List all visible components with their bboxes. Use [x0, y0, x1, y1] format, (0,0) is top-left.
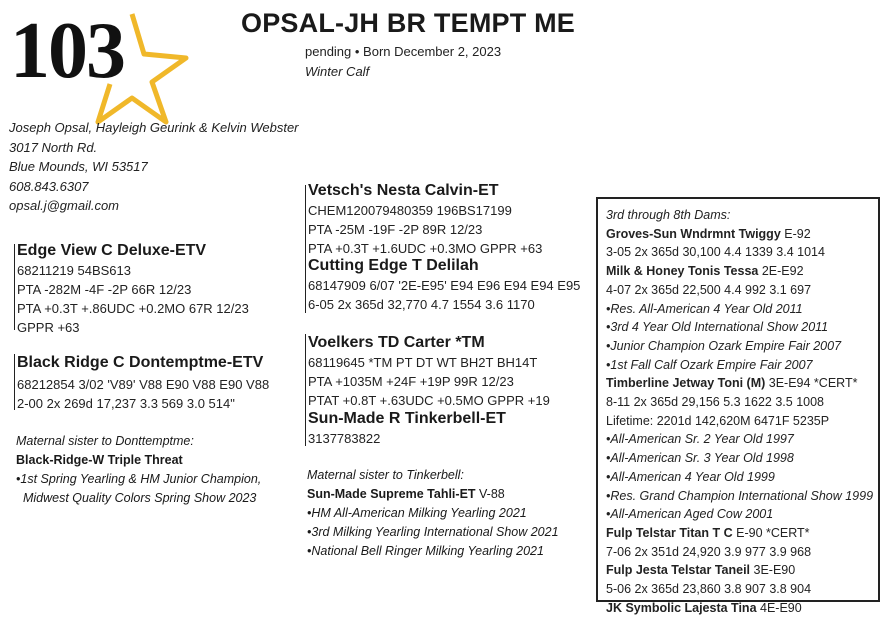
record-line: 7-06 2x 351d 24,920 3.9 977 3.9 968 [606, 544, 812, 559]
ancestor-score: 2E-E92 [758, 264, 804, 279]
award-line: •All-American 4 Year Old 1999 [606, 469, 775, 484]
sister-award: Midwest Quality Colors Spring Show 2023 [16, 491, 257, 505]
record-line: 3-05 2x 365d 30,100 4.4 1339 3.4 1014 [606, 245, 825, 260]
award-line: •Junior Champion Ozark Empire Fair 2007 [606, 338, 842, 353]
paternal-granddam-block [308, 257, 580, 314]
mgs-line: PTA +1035M +24F +19P 99R 12/23 [308, 374, 514, 389]
sire-line: 68211219 54BS613 [17, 263, 131, 278]
ancestor-name: Fulp Telstar Titan T C [606, 525, 733, 540]
owner-email: opsal.j@gmail.com [9, 198, 120, 213]
sire-line: PTA +0.3T +.86UDC +0.2MO 67R 12/23 [17, 301, 249, 316]
animal-name: OPSAL-JH BR TEMPT ME [241, 8, 576, 38]
pgs-line: PTA +0.3T +1.6UDC +0.3MO GPPR +63 [308, 241, 543, 256]
paternal-grandsire-block [308, 182, 542, 258]
maternal-sister-1 [16, 432, 261, 508]
maternal-sister-2 [307, 466, 559, 561]
ancestor-score: E-90 *CERT* [732, 525, 810, 540]
record-line: 5-06 2x 365d 23,860 3.8 907 3.8 904 [606, 582, 812, 597]
sire-bracket [14, 244, 15, 330]
maternal-bracket [305, 334, 306, 446]
ancestor-name: Milk & Honey Tonis Tessa [606, 264, 759, 279]
record-line: 8-11 2x 365d 29,156 5.3 1622 3.5 1008 [606, 395, 825, 410]
status-line: pending • Born December 2, 2023 [305, 44, 502, 59]
pgs-line: PTA -25M -19F -2P 89R 12/23 [308, 222, 483, 237]
mgd-line: 3137783822 [308, 431, 381, 446]
ancestor-name: Fulp Jesta Telstar Taneil [606, 563, 751, 578]
paternal-bracket [305, 185, 306, 313]
sister-award: •National Bell Ringer Milking Yearling 2021 [307, 544, 544, 558]
ancestor-score: 3E-E94 *CERT* [765, 376, 858, 391]
award-line: •All-American Sr. 3 Year Old 1998 [606, 451, 794, 466]
ancestor-score: 4E-E90 [756, 600, 802, 615]
ancestor-name: JK Symbolic Lajesta Tina [606, 600, 757, 615]
award-line: •Res. All-American 4 Year Old 2011 [606, 301, 803, 316]
sister-score: V-88 [475, 487, 505, 501]
award-line: •1st Fall Calf Ozark Empire Fair 2007 [606, 357, 813, 372]
sister-heading: Maternal sister to Donttemptme: [16, 434, 194, 448]
dams-box [596, 197, 880, 615]
sire-block [17, 242, 249, 337]
paternal-granddam-name: Cutting Edge T Delilah [308, 257, 479, 274]
dam-ancestor-row [606, 374, 873, 393]
owner-city: Blue Mounds, WI 53517 [9, 159, 148, 174]
maternal-grandsire-name: Voelkers TD Carter *TM [308, 334, 485, 351]
sister-name: Black-Ridge-W Triple Threat [16, 453, 183, 467]
dams-heading: 3rd through 8th Dams: [606, 208, 731, 222]
sister-heading: Maternal sister to Tinkerbell: [307, 468, 464, 482]
award-line: •Res. Grand Champion International Show 1999 [606, 488, 874, 503]
sire-name: Edge View C Deluxe-ETV [17, 242, 207, 259]
ancestor-name: Timberline Jetway Toni (M) [606, 376, 766, 391]
dam-ancestor-row [606, 561, 873, 580]
owner-phone: 608.843.6307 [9, 178, 89, 194]
pgd-line: 6-05 2x 365d 32,770 4.7 1554 3.6 1170 [308, 297, 535, 312]
sister-award: •3rd Milking Yearling International Show 2021 [307, 525, 559, 539]
dam-ancestor-row [606, 225, 873, 244]
lot-number: 103 [10, 7, 124, 95]
ancestor-score: 3E-E90 [750, 563, 796, 578]
mgs-line: PTAT +0.8T +.63UDC +0.5MO GPPR +19 [308, 393, 550, 408]
mgs-line: 68119645 *TM PT DT WT BH2T BH14T [308, 355, 538, 370]
maternal-granddam-block [308, 410, 506, 448]
dam-line: 68212854 3/02 'V89' V88 E90 V88 E90 V88 [17, 377, 270, 392]
sire-line: GPPR +63 [17, 320, 80, 335]
award-line: •3rd 4 Year Old International Show 2011 [606, 320, 829, 335]
ancestor-name: Groves-Sun Wndrmnt Twiggy [606, 226, 781, 241]
owner-info [9, 118, 299, 216]
dam-block [17, 354, 269, 413]
award-line: •All-American Aged Cow 2001 [606, 507, 774, 522]
dam-ancestor-row [606, 599, 873, 617]
sister-award: •HM All-American Milking Yearling 2021 [307, 506, 527, 520]
dam-name: Black Ridge C Dontemptme-ETV [17, 354, 264, 371]
maternal-granddam-name: Sun-Made R Tinkerbell-ET [308, 410, 506, 427]
pgd-line: 68147909 6/07 '2E-E95' E94 E96 E94 E94 E95 [308, 278, 581, 293]
record-line: Lifetime: 2201d 142,620M 6471F 5235P [606, 413, 830, 428]
sister-name: Sun-Made Supreme Tahli-ET [307, 487, 476, 501]
sister-award: •1st Spring Yearling & HM Junior Champion, [16, 472, 262, 486]
sire-line: PTA -282M -4F -2P 66R 12/23 [17, 282, 192, 297]
paternal-grandsire-name: Vetsch's Nesta Calvin-ET [308, 182, 499, 199]
owner-street: 3017 North Rd. [9, 139, 98, 155]
dam-ancestor-row [606, 262, 873, 281]
dam-ancestor-row [606, 524, 873, 543]
ancestor-score: E-92 [780, 226, 811, 241]
dam-bracket [14, 354, 15, 410]
class-label: Winter Calf [305, 64, 370, 79]
maternal-grandsire-block [308, 334, 550, 410]
dam-line: 2-00 2x 269d 17,237 3.3 569 3.0 514" [17, 396, 235, 411]
pgs-line: CHEM120079480359 196BS17199 [308, 203, 512, 218]
owner-names: Joseph Opsal, Hayleigh Geurink & Kelvin Webster [9, 120, 299, 135]
record-line: 4-07 2x 365d 22,500 4.4 992 3.1 697 [606, 282, 812, 297]
award-line: •All-American Sr. 2 Year Old 1997 [606, 432, 794, 447]
